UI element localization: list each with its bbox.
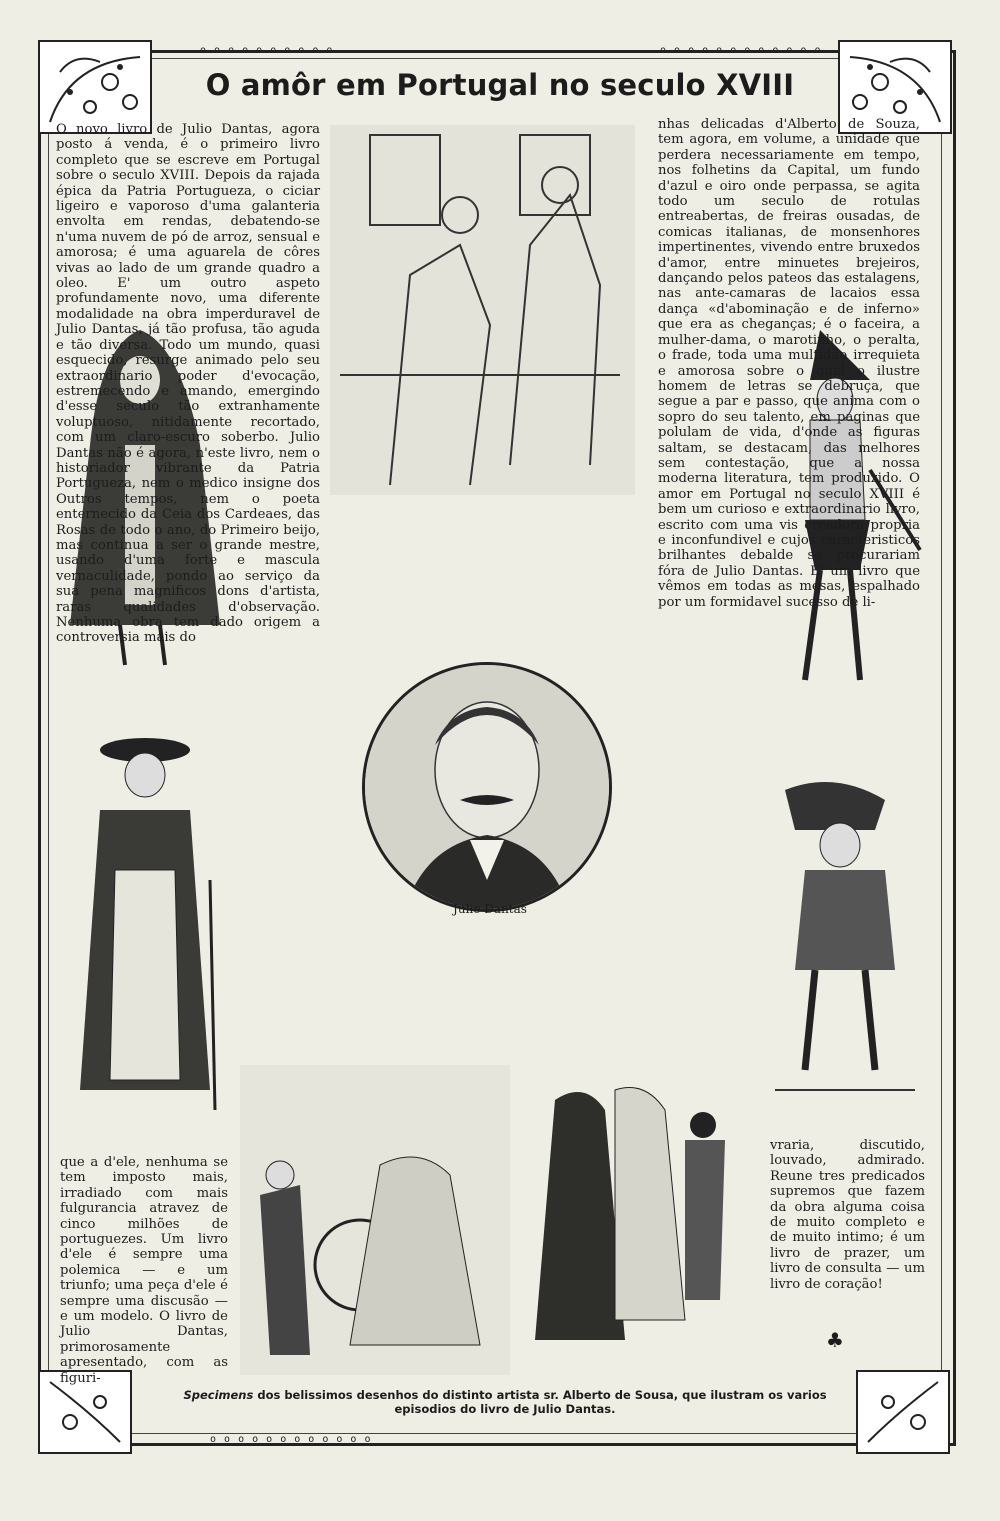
illustration-interior-scene: [330, 125, 635, 495]
article-left-bottom: que a d'ele, nenhuma se tem imposto mais, irradiado com mais fulgurancia atravez de cinco milhões de portuguezes. Um livro d'ele é sempre uma polemica — e um triunfo; uma peça d'ele é sempre uma discusão — e um modelo. O livro de Julio Dantas, primorosamente apresentado, com as figuri-: [60, 1155, 228, 1386]
article-intro: O novo livro de Julio Dantas, agora posto á venda, é o primeiro livro completo que se escreve em Portugal sobre o seculo XVIII. Depois da rajada épica da Patria Portugueza, o ciciar ligeiro e vaporoso d'uma galanteria envolta em rendas, debatendo-se n'uma nuvem de pó de arroz, sensual e amorosa; é uma aguarela de côres vivas ao lado de um grande quadro a oleo. E' um outro aspeto profundamente novo, uma diferente modalidade na obra imperduravel de Julio Dantas, já tão profusa, tão aguda e tão diversa. Todo um mundo, quasi esquecido, resurge animado pelo seu extraordinario poder d'evocação, estremecendo e amando, emergindo d'esse seculo tão extranhamente voluptuoso, nitidamente recortado, com um claro-escuro soberbo. Julio Dantas não é agora, n'este livro, nem o historiador vibrante da Patria Portugueza, nem o medico insigne dos Outros tempos, nem o poeta enternecido da Ceia dos Cardeaes, das Rosas de todo o ano, do Primeiro beijo, mas continua a ser o grande mestre, usando d'uma forte e mascula vernaculidade, pondo ao serviço da sua pena magnificos dons d'artista, raras qualidades d'observação. Nenhuma obra tem dado origem a controversia mais do: [56, 122, 320, 646]
bottom-caption: [165, 1388, 845, 1416]
text-right-bottom: [770, 1138, 925, 1292]
illustration-cavalier: [755, 770, 930, 1105]
corner-ornament-top-left: [38, 40, 152, 134]
page-title: O amôr em Portugal no seculo XVIII: [205, 68, 795, 102]
border-dots-bottom: o o o o o o o o o o o o: [210, 1434, 372, 1445]
portrait-julio-dantas: [362, 662, 612, 912]
corner-ornament-bottom-right: [856, 1370, 950, 1454]
club-ornament-icon: ♣: [826, 1328, 844, 1352]
border-dots-top-right: o o o o o o o o o o o o: [660, 45, 822, 56]
text-left-bottom: [60, 1155, 228, 1386]
border-dots-top: o o o o o o o o o o: [200, 45, 334, 56]
illustration-street-scene: [240, 1065, 510, 1375]
text-right-top: [658, 117, 920, 610]
text-intro-top: [56, 122, 320, 646]
bottom-caption-italic: Specimens: [183, 1388, 254, 1402]
article-continuation: nhas delicadas d'Alberto de Souza, tem agora, em volume, a unidade que perdera necessariamente em tempo, nos folhetins da Capital, um fundo d'azul e oiro onde perpassa, se agita todo um seculo de rotulas entreabertas, de freiras ousadas, de comicas italianas, de monsenhores impertinentes, vivendo entre bruxedos d'amor, entre minuetes brejeiros, dançando pelos pateos das estalagens, nas ante-camaras de lacaios essa dança «d'abominação e de inferno» que era as cheganças; é o faceira, a mulher-dama, o marotinho, o peralta, o frade, toda uma multidão irrequieta e amorosa sobre o qual o ilustre homem de letras se debruça, que segue a par e passo, que anima com o sopro do seu talento, em paginas que polulam de vida, d'onde as figuras saltam, se destacam, das melhores sem contestação, que a nossa moderna literatura, tem produzido. O amor em Portugal no seculo XVIII é bem um curioso e extraordinario livro, escrito com uma vis creadora propria e inconfundivel e cujos caracteristicos brilhantes debalde se procurariam fóra de Julio Dantas. E' um livro que vêmos em todas as mesas, espalhado por um formidavel sucesso de li-: [658, 117, 920, 610]
illustration-cardinal: [60, 730, 230, 1125]
article-right-bottom: vraria, discutido, louvado, admirado. Reune tres predicados supremos que fazem da obra alguma coisa de muito completo e de muito intimo; é um livro de prazer, um livro de consulta — um livro de coração!: [770, 1138, 925, 1292]
bottom-caption-text: dos belissimos desenhos do distinto artista sr. Alberto de Sousa, que ilustram os varios episodios do livro de Julio Dantas.: [257, 1388, 827, 1416]
illustration-women-procession: [535, 1080, 735, 1345]
portrait-caption: Julio Dantas: [453, 902, 527, 916]
